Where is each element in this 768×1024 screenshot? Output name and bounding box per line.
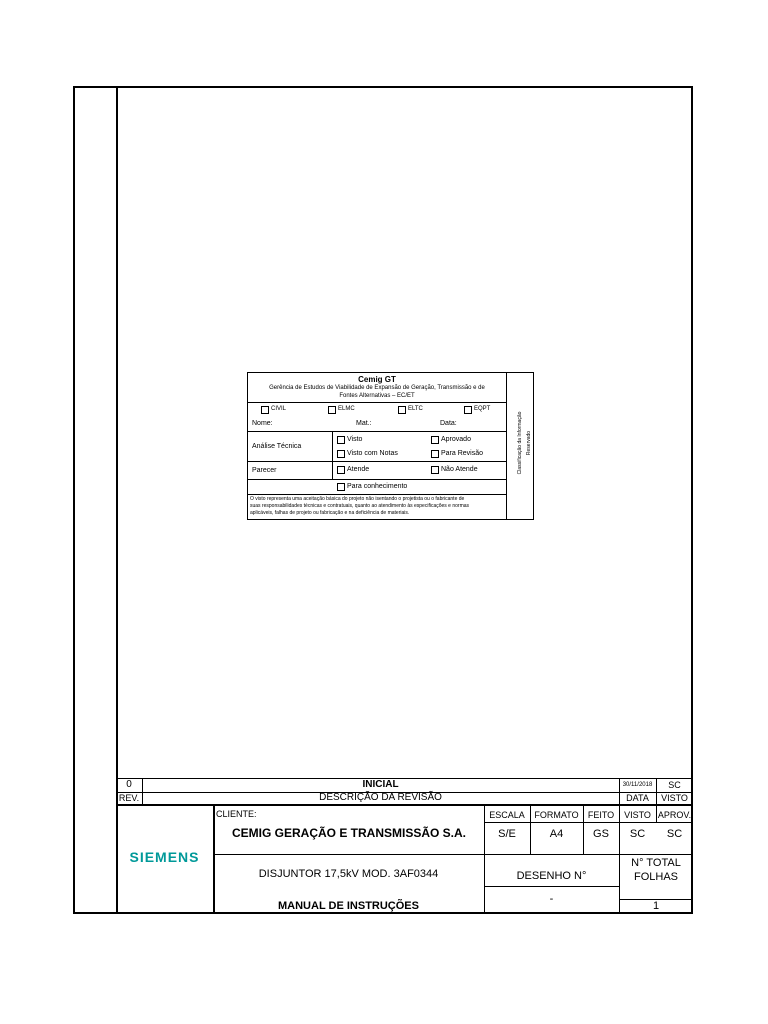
visto-value: SC <box>629 828 646 840</box>
classification-label: Classificação da Informação <box>517 411 523 475</box>
option-para-revisao: Para Revisão <box>441 450 484 457</box>
titleblock-line <box>484 822 693 823</box>
feito-label: FEITO <box>587 810 615 820</box>
visto-label: VISTO <box>624 810 651 820</box>
cliente-name: CEMIG GERAÇÃO E TRANSMISSÃO S.A. <box>232 826 467 840</box>
formato-value: A4 <box>549 828 564 840</box>
checkbox-para-conhecimento[interactable] <box>337 483 345 491</box>
desenho-label: DESENHO N° <box>516 870 587 882</box>
equipment-description: DISJUNTOR 17,5kV MOD. 3AF0344 <box>258 868 439 880</box>
data-label: Data: <box>440 420 457 427</box>
checkbox-visto-com-notas[interactable] <box>337 450 345 458</box>
visto-header: VISTO <box>661 793 688 803</box>
checkbox-visto[interactable] <box>337 436 345 444</box>
feito-value: GS <box>593 828 609 840</box>
checkbox-atende[interactable] <box>337 466 345 474</box>
checkbox-eqpt[interactable] <box>464 406 472 414</box>
siemens-logo: SIEMENS <box>129 849 200 865</box>
stamp-divider <box>248 461 506 462</box>
desc-header: DESCRIÇÃO DA REVISÃO <box>319 792 442 803</box>
checkbox-para-revisao[interactable] <box>431 450 439 458</box>
titleblock-line <box>213 854 693 855</box>
info-classification <box>510 373 532 519</box>
rev-date: 30/11/2018 <box>622 782 653 788</box>
stamp-side-divider <box>506 373 507 519</box>
parecer-label: Parecer <box>252 467 277 474</box>
discipline-elmc: ELMC <box>338 406 355 412</box>
escala-label: ESCALA <box>489 810 525 820</box>
titleblock-top-line <box>116 804 693 806</box>
aprov-value: SC <box>666 828 683 840</box>
stamp-divider <box>248 494 506 495</box>
cliente-label: CLIENTE: <box>216 809 257 819</box>
discipline-eltc: ELTC <box>408 406 423 412</box>
option-para-conhecimento: Para conhecimento <box>347 483 408 490</box>
disclaimer-line3: aplicáveis, falhas de projeto ou fabricação e na deficiência de materiais. <box>250 510 410 516</box>
document-title: MANUAL DE INSTRUÇÕES <box>278 900 419 912</box>
total-folhas-value: 1 <box>652 900 660 912</box>
total-folhas-label-1: N° TOTAL <box>631 857 681 869</box>
checkbox-eltc[interactable] <box>398 406 406 414</box>
option-atende: Atende <box>347 466 370 473</box>
titleblock-line <box>484 886 620 887</box>
stamp-org: Cemig GT <box>358 375 396 384</box>
escala-value: S/E <box>498 828 516 840</box>
total-folhas-label-2: FOLHAS <box>633 871 678 883</box>
formato-label: FORMATO <box>534 810 579 820</box>
option-aprovado: Aprovado <box>441 436 471 443</box>
stamp-divider <box>248 431 506 432</box>
checkbox-elmc[interactable] <box>328 406 336 414</box>
nome-label: Nome: <box>252 420 273 427</box>
checkbox-civil[interactable] <box>261 406 269 414</box>
titleblock-col-line <box>213 804 215 914</box>
discipline-civil: CIVIL <box>271 406 287 412</box>
rev-visto: SC <box>668 780 681 790</box>
option-visto-com-notas: Visto com Notas <box>347 450 398 457</box>
stamp-dept-line1: Gerência de Estudos de Viabilidade de Expansão de Geração, Transmissão e de <box>269 385 485 391</box>
stamp-divider <box>248 479 506 480</box>
mat-label: Mat.: <box>356 420 372 427</box>
stamp-divider <box>248 402 506 403</box>
rev-description: INICIAL <box>362 779 399 790</box>
stamp-label-divider <box>332 431 333 479</box>
option-visto: Visto <box>347 436 363 443</box>
data-header: DATA <box>626 793 649 803</box>
stamp-dept-line2: Fontes Alternativas – EC/ET <box>339 393 415 399</box>
disclaimer-line2: suas responsabilidades técnicas e contratuais, quanto ao atendimento às especificações e normas <box>250 503 470 509</box>
approval-stamp <box>247 372 534 520</box>
rev-header: REV. <box>118 793 140 803</box>
desenho-number: - <box>549 893 554 905</box>
classification-value: Reservado <box>526 430 532 456</box>
checkbox-nao-atende[interactable] <box>431 466 439 474</box>
option-nao-atende: Não Atende <box>441 466 478 473</box>
rev-number: 0 <box>126 779 132 790</box>
aprov-label: APROV. <box>657 810 692 820</box>
discipline-eqpt: EQPT <box>474 406 491 412</box>
disclaimer-line1: O visto representa uma aceitação básica do projeto não isentando o projetista ou o fabricante de <box>250 496 465 502</box>
analise-tecnica-label: Análise Técnica <box>252 443 302 450</box>
checkbox-aprovado[interactable] <box>431 436 439 444</box>
